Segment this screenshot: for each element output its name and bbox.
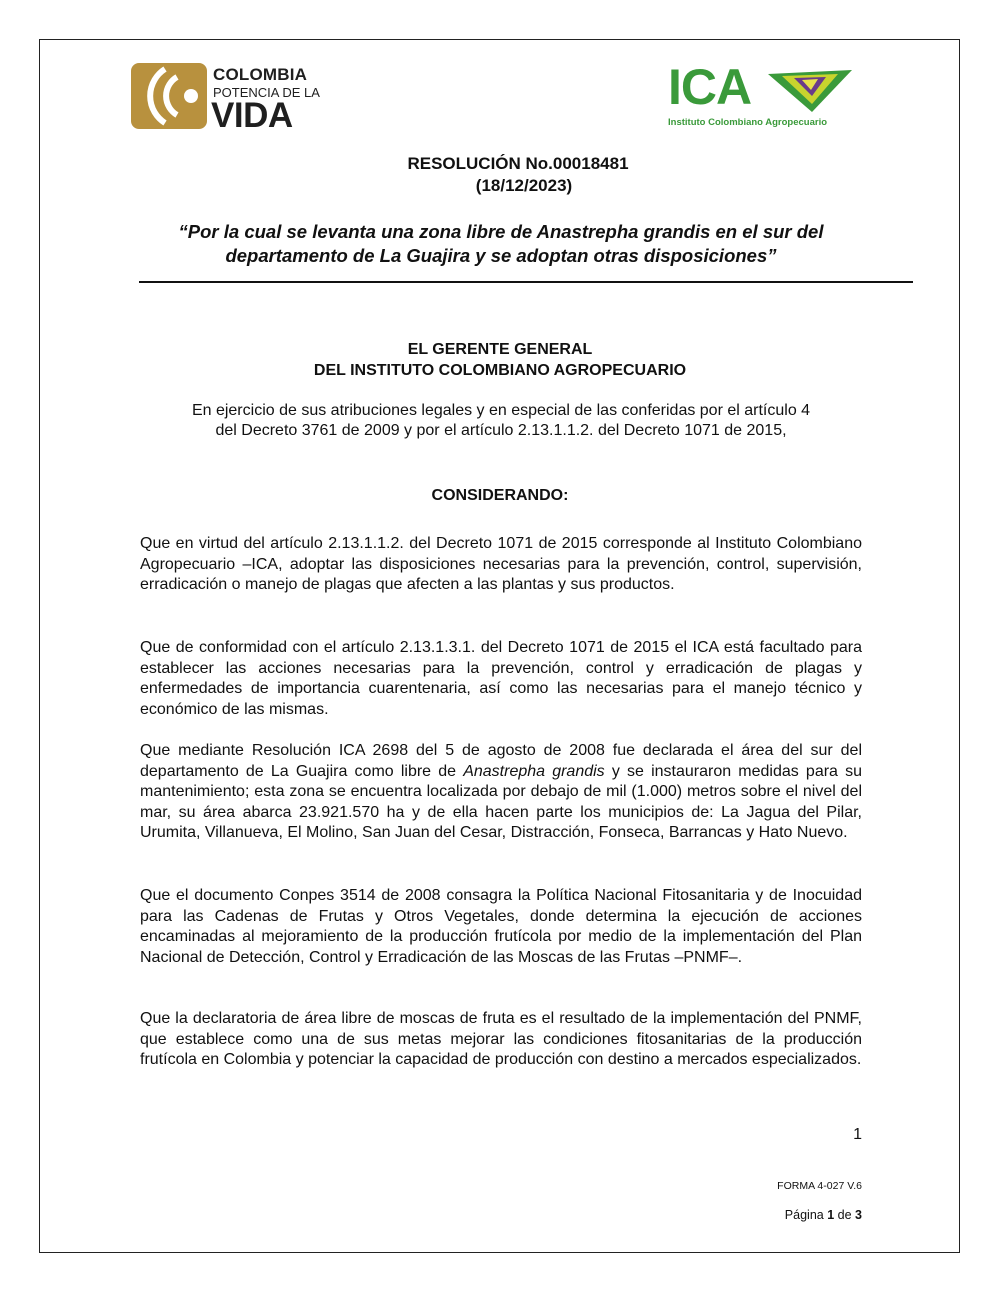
considerando-heading: CONSIDERANDO: [431, 487, 569, 504]
p3-text-after: y se instauraron medidas para su mantenimiento; esta zona se encuentra localizada por debajo de mil (1.000) metros sobre el nivel del mar, su área abarca 23.921.570 ha y de ella hacen parte los municipios de: La Jagua del Pilar, Urumita, Villanueva, El Molino, San Juan del Cesar, Distracción, Fonseca, Barrancas y Hato Nuevo. [140, 762, 863, 842]
p3-text-before: Que mediante Resolución ICA 2698 del 5 de agosto de 2008 fue declarada el área del sur del departamento de La Guajira como libre de [140, 742, 862, 780]
subject-line-2: departamento de La Guajira y se adoptan otras disposiciones” [225, 245, 777, 266]
considerando-paragraph-4: Que el documento Conpes 3514 de 2008 consagra la Política Nacional Fitosanitaria y de Inocuidad para las Cadenas de Frutas y Otros Vegetales, donde determina la ejecución de acciones encaminadas al mejoramiento de la producción frutícola por medio de la implementación del Plan Nacional de Detección, Control y Erradicación de las Moscas de las Frutas –PNMF–. [140, 887, 862, 966]
logo-text-vida: VIDA [211, 96, 293, 135]
form-code: FORMA 4-027 V.6 [777, 1180, 862, 1192]
ica-leaf-icon [768, 66, 852, 114]
page-of-total [700, 1208, 862, 1222]
considerando-paragraph-1: Que en virtud del artículo 2.13.1.1.2. del Decreto 1071 de 2015 corresponde al Instituto Colombiano Agropecuario –ICA, adoptar las disposiciones necesarias para la prevención, control, supervisión, erradicación o manejo de plagas que afecten a las plantas y sus productos. [140, 535, 862, 594]
resolution-subject [140, 220, 862, 268]
colombia-emblem-icon [131, 63, 207, 129]
authority-intro [140, 401, 862, 441]
subject-line-1: “Por la cual se levanta una zona libre de Anastrepha grandis en el sur del [178, 221, 824, 242]
ica-logo-text: ICA [668, 59, 752, 115]
considerando-paragraph-5: Que la declaratoria de área libre de moscas de fruta es el resultado de la implementación del PNMF, que establece como una de sus metas mejorar las condiciones fitosanitarias de la producción frutícola en Colombia y potenciar la capacidad de producción con destino a mercados especializados. [140, 1010, 862, 1069]
colombia-potencia-logo [131, 63, 321, 133]
p3-species-name: Anastrepha grandis [463, 762, 605, 780]
intro-line-1: En ejercicio de sus atribuciones legales y en especial de las conferidas por el artículo 4 [191, 402, 811, 419]
page-number: 1 [853, 1126, 862, 1143]
logo-text-potencia: POTENCIA DE LA [213, 85, 320, 100]
ica-logo [668, 59, 858, 134]
pagina-of: de [837, 1208, 852, 1222]
ica-logo-subtitle: Instituto Colombiano Agropecuario [668, 117, 828, 128]
pagina-total: 3 [855, 1208, 862, 1222]
pagina-label: Página [784, 1208, 824, 1222]
considerando-paragraph-3 [140, 741, 862, 844]
considerando-paragraph-2: Que de conformidad con el artículo 2.13.1.3.1. del Decreto 1071 de 2015 el ICA está facultado para establecer las acciones necesarias para la prevención, control y erradicación de plagas y enfermedades de importancia cuarentenaria, así como las necesarias para el manejo técnico y económico de las mismas. [140, 639, 862, 718]
authority-title-line-1: EL GERENTE GENERAL [407, 341, 593, 358]
header-divider [139, 281, 913, 283]
resolution-date: (18/12/2023) [475, 176, 573, 195]
resolution-number: RESOLUCIÓN No.00018481 [407, 154, 629, 173]
pagina-current: 1 [827, 1208, 835, 1222]
authority-title-line-2: DEL INSTITUTO COLOMBIANO AGROPECUARIO [313, 362, 687, 379]
logo-text-colombia: COLOMBIA [213, 65, 308, 84]
intro-line-2: del Decreto 3761 de 2009 y por el artículo 2.13.1.1.2. del Decreto 1071 de 2015, [215, 422, 787, 439]
